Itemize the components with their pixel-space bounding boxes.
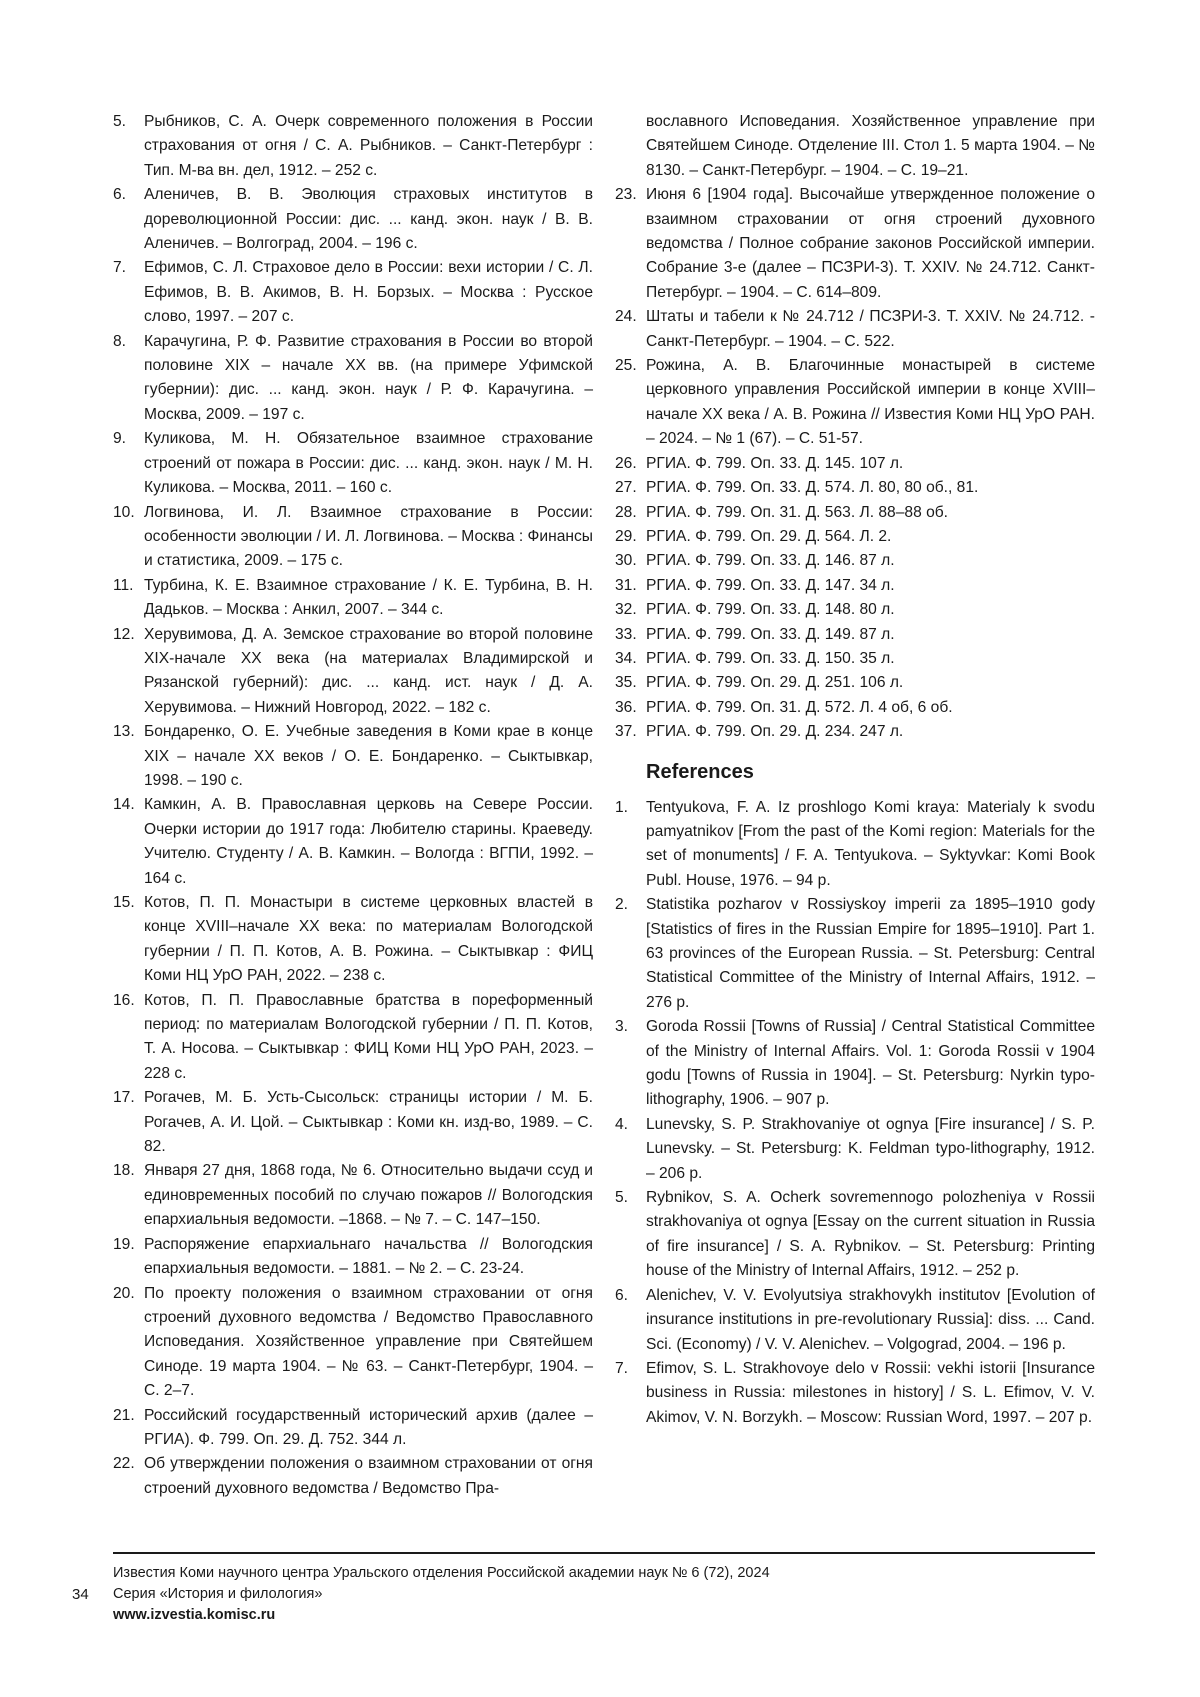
reference-text: Рожина, А. В. Благочинные монастырей в системе церковного управления Российской империи в конце XVIII–начале XX века / А. В. Рожина // Известия Коми НЦ УрО РАН. – 2024. – № 1 (67). – С. 51-57.: [646, 357, 1095, 448]
reference-number: 11.: [113, 576, 134, 594]
left-column: [113, 110, 593, 1501]
russian-reference-list-continued: [615, 183, 1095, 744]
reference-number: 28.: [615, 503, 637, 521]
reference-item: [615, 574, 1095, 598]
reference-number: 37.: [615, 723, 637, 741]
footer-divider: [113, 1552, 1095, 1554]
reference-item: [615, 305, 1095, 354]
reference-item: [615, 476, 1095, 500]
reference-text: Рыбников, С. А. Очерк современного положения в России страхования от огня / С. А. Рыбников. – Санкт-Петербург : Тип. М-ва вн. дел, 1912. – 252 с.: [144, 113, 593, 179]
reference-text: РГИА. Ф. 799. Оп. 31. Д. 563. Л. 88–88 об.: [646, 503, 949, 521]
reference-text: РГИА. Ф. 799. Оп. 33. Д. 150. 35 л.: [646, 649, 895, 667]
reference-number: 14.: [113, 796, 135, 814]
page-number: 34: [72, 1586, 89, 1603]
reference-number: 17.: [113, 1089, 135, 1107]
reference-item: [615, 501, 1095, 525]
reference-text: Об утверждении положения о взаимном страховании от огня строений духовного ведомства / Ведомство Пра-: [144, 1455, 593, 1497]
reference-item: [615, 598, 1095, 622]
reference-item: [113, 989, 593, 1087]
reference-number: 12.: [113, 625, 135, 643]
reference-text: РГИА. Ф. 799. Оп. 33. Д. 574. Л. 80, 80 об., 81.: [646, 479, 979, 497]
reference-item: [113, 501, 593, 574]
reference-text: РГИА. Ф. 799. Оп. 33. Д. 145. 107 л.: [646, 454, 904, 472]
reference-item: [113, 574, 593, 623]
reference-number: 24.: [615, 308, 637, 326]
reference-text: Распоряжение епархиальнаго начальства // Вологодския епархиальныя ведомости. – 1881. – № 2. – С. 23-24.: [144, 1235, 593, 1278]
reference-text: Бондаренко, О. Е. Учебные заведения в Коми крае в конце XIX – начале XX веков / О. Е. Бондаренко. – Сыктывкар, 1998. – 190 с.: [144, 723, 593, 789]
reference-item: [113, 183, 593, 256]
reference-item: [615, 525, 1095, 549]
reference-number: 35.: [615, 674, 637, 692]
reference-item: [615, 647, 1095, 671]
reference-text: Херувимова, Д. А. Земское страхование во второй половине XIX-начале XX века (на материалах Владимирской и Рязанской губерний): дис. ... канд. ист. наук / Д. А. Херувимова. – Нижний Новгород, 2022. – 182 с.: [144, 625, 593, 716]
reference-item: [113, 330, 593, 428]
reference-text: Карачугина, Р. Ф. Развитие страхования в России во второй половине XIX – начале XX вв. (на примере Уфимской губернии): дис. ... канд. экон. наук / Р. Ф. Карачугина. – Москва, 2009. – 197 с.: [144, 332, 593, 423]
reference-number: 31.: [615, 576, 637, 594]
reference-number: 15.: [113, 894, 135, 911]
reference-number: 1.: [615, 798, 629, 816]
russian-reference-list: [113, 110, 593, 1501]
reference-number: 8.: [113, 332, 127, 350]
reference-number: 18.: [113, 1162, 135, 1180]
reference-number: 25.: [615, 357, 637, 375]
reference-text: РГИА. Ф. 799. Оп. 29. Д. 234. 247 л.: [646, 723, 904, 741]
reference-item: [615, 720, 1095, 744]
reference-item: [615, 796, 1095, 894]
reference-item: [113, 1159, 593, 1232]
reference-number: 22.: [113, 1455, 135, 1473]
reference-item: [113, 256, 593, 329]
reference-text: РГИА. Ф. 799. Оп. 31. Д. 572. Л. 4 об, 6 об.: [646, 698, 953, 716]
reference-text: Куликова, М. Н. Обязательное взаимное страхование строений от пожара в России: дис. ... канд. экон. наук / М. Н. Куликова. – Москва, 2011. – 160 с.: [144, 430, 593, 497]
journal-title: Известия Коми научного центра Уральского отделения Российской академии наук № 6 (72), 2024: [113, 1565, 770, 1581]
reference-number: 21.: [113, 1406, 135, 1424]
reference-number: 7.: [113, 259, 127, 277]
reference-number: 10.: [113, 503, 135, 521]
reference-item: [615, 1186, 1095, 1284]
reference-text: Котов, П. П. Православные братства в пореформенный период: по материалам Вологодской губернии / П. П. Котов, Т. А. Носова. – Сыктывкар : ФИЦ Коми НЦ УрО РАН, 2023. – 228 с.: [144, 991, 593, 1082]
english-reference-list: [615, 796, 1095, 1431]
reference-number: 19.: [113, 1235, 135, 1253]
reference-number: 30.: [615, 552, 637, 570]
reference-item: [615, 893, 1095, 1015]
journal-series: Серия «История и филология»: [113, 1586, 323, 1602]
reference-item: [615, 696, 1095, 720]
reference-number: 36.: [615, 698, 637, 716]
reference-text: РГИА. Ф. 799. Оп. 33. Д. 146. 87 л.: [646, 552, 895, 570]
reference-number: 16.: [113, 991, 135, 1009]
reference-item: [113, 427, 593, 500]
reference-text: Lunevsky, S. P. Strakhovaniye ot ognya [Fire insurance] / S. P. Lunevsky. – St. Petersburg: K. Feldman typo-lithography, 1912. – 206 p.: [646, 1115, 1095, 1182]
reference-item: [113, 1086, 593, 1159]
reference-text: Штаты и табели к № 24.712 / ПСЗРИ-3. Т. XXIV. № 24.712. - Санкт-Петербург. – 1904. – С. 522.: [646, 308, 1095, 350]
reference-number: 23.: [615, 186, 637, 204]
reference-number: 9.: [113, 430, 127, 448]
reference-item: [113, 1452, 593, 1501]
reference-item: [615, 1113, 1095, 1186]
reference-text: Рогачев, М. Б. Усть-Сысольск: страницы истории / М. Б. Рогачев, А. И. Цой. – Сыктывкар : Коми кн. изд-во, 1989. – С. 82.: [144, 1089, 593, 1156]
reference-text: Alenichev, V. V. Evolyutsiya strakhovykh institutov [Evolution of insurance institutions in pre-revolutionary Russia]: diss. ... Cand. Sci. (Economy) / V. V. Alenichev. – Volgograd, 2004. – 196 p.: [646, 1286, 1095, 1353]
reference-text: Логвинова, И. Л. Взаимное страхование в России: особенности эволюции / И. Л. Логвинова. – Москва : Финансы и статистика, 2009. – 175 с.: [144, 503, 593, 570]
reference-item: [113, 793, 593, 891]
reference-number: 7.: [615, 1359, 629, 1377]
reference-22-continuation: вославного Исповедания. Хозяйственное управление при Святейшем Синоде. Отделение III. Стол 1. 5 марта 1904. – № 8130. – Санкт-Петербург. – 1904. – С. 19–21.: [646, 113, 1095, 179]
reference-text: Аленичев, В. В. Эволюция страховых институтов в дореволюционной России: дис. ... канд. экон. наук / В. В. Аленичев. – Волгоград, 2004. – 196 с.: [144, 186, 593, 253]
reference-text: Камкин, А. В. Православная церковь на Севере России. Очерки истории до 1917 года: Любителю старины. Краеведу. Учителю. Студенту / А. В. Камкин. – Вологда : ВГПИ, 1992. – 164 с.: [144, 796, 593, 887]
reference-item: [615, 183, 1095, 305]
reference-text: Goroda Rossii [Towns of Russia] / Central Statistical Committee of the Ministry of Internal Affairs. Vol. 1: Goroda Rossii v 1904 godu [Towns of Russia in 1904]. – St. Petersburg: Nyrkin typo-lithography, 1906. – 907 p.: [646, 1018, 1095, 1109]
reference-text: РГИА. Ф. 799. Оп. 33. Д. 147. 34 л.: [646, 576, 895, 594]
reference-text: РГИА. Ф. 799. Оп. 29. Д. 251. 106 л.: [646, 674, 904, 692]
footer: [113, 1563, 770, 1626]
reference-number: 13.: [113, 723, 135, 741]
reference-text: Tentyukova, F. A. Iz proshlogo Komi kraya: Materialy k svodu pamyatnikov [From the past of the Komi region: Materials for the set of monuments] / F. A. Tentyukova. – Syktyvkar: Komi Book Publ. House, 1976. – 94 p.: [646, 798, 1095, 889]
reference-item: [615, 452, 1095, 476]
reference-text: По проекту положения о взаимном страховании от огня строений духовного ведомства / Ведомство Православного Исповедания. Хозяйственное управление при Святейшем Синоде. 19 марта 1904. – № 63. – Санкт-Петербург, 1904. – С. 2–7.: [144, 1284, 593, 1400]
reference-number: 5.: [113, 113, 127, 130]
reference-number: 29.: [615, 527, 637, 545]
reference-number: 33.: [615, 625, 637, 643]
reference-item: [615, 354, 1095, 452]
reference-text: Июня 6 [1904 года]. Высочайше утвержденное положение о взаимном страховании от огня строений духовного ведомства / Полное собрание законов Российской империи. Собрание 3-е (далее – ПСЗРИ-3). Т. XXIV. № 24.712. Санкт-Петербург. – 1904. – С. 614–809.: [646, 186, 1095, 301]
reference-item: [615, 549, 1095, 573]
reference-item: [113, 720, 593, 793]
reference-number: 6.: [615, 1286, 629, 1304]
journal-url[interactable]: www.izvestia.komisc.ru: [113, 1607, 276, 1623]
reference-number: 26.: [615, 454, 637, 472]
reference-item: [113, 1282, 593, 1404]
reference-item: [615, 1357, 1095, 1430]
reference-text: Statistika pozharov v Rossiyskoy imperii za 1895–1910 gody [Statistics of fires in the Russian Empire for 1895–1910]. Part 1. 63 provinces of the European Russia. – St. Petersburg: Central Statistical Committee of the Ministry of Internal Affairs, 1912. – 276 p.: [646, 896, 1095, 1011]
reference-text: РГИА. Ф. 799. Оп. 33. Д. 148. 80 л.: [646, 601, 895, 619]
reference-number: 34.: [615, 649, 637, 667]
reference-item: [113, 1404, 593, 1453]
reference-text: РГИА. Ф. 799. Оп. 29. Д. 564. Л. 2.: [646, 527, 892, 545]
reference-number: 20.: [113, 1284, 135, 1302]
references-heading: References: [646, 760, 754, 783]
reference-number: 2.: [615, 896, 629, 914]
reference-item: [615, 1015, 1095, 1113]
reference-text: Российский государственный исторический архив (далее – РГИА). Ф. 799. Оп. 29. Д. 752. 344 л.: [144, 1406, 593, 1448]
reference-text: Котов, П. П. Монастыри в системе церковных властей в конце XVIII–начале XX века: по материалам Вологодской губернии / П. П. Котов, А. В. Рожина. – Сыктывкар : ФИЦ Коми НЦ УрО РАН, 2022. – 238 с.: [144, 894, 593, 985]
reference-item: [615, 671, 1095, 695]
reference-text: Турбина, К. Е. Взаимное страхование / К. Е. Турбина, В. Н. Дадьков. – Москва : Анкил, 2007. – 344 с.: [144, 576, 593, 619]
reference-text: Января 27 дня, 1868 года, № 6. Относительно выдачи ссуд и единовременных пособий по случаю пожаров // Вологодския епархиальныя ведомости. –1868. – № 7. – С. 147–150.: [144, 1162, 593, 1229]
reference-text: Ефимов, С. Л. Страховое дело в России: вехи истории / С. Л. Ефимов, В. В. Акимов, В. Н. Борзых. – Москва : Русское слово, 1997. – 207 с.: [144, 259, 593, 326]
reference-text: РГИА. Ф. 799. Оп. 33. Д. 149. 87 л.: [646, 625, 895, 643]
reference-item: [615, 1284, 1095, 1357]
reference-text: Rybnikov, S. A. Ocherk sovremennogo polozheniya v Rossii strakhovaniya ot ognya [Essay on the current situation in Russia of fire insurance] / S. A. Rybnikov. – St. Petersburg: Printing house of the Ministry of Internal Affairs, 1912. – 252 p.: [646, 1189, 1095, 1280]
reference-text: Efimov, S. L. Strakhovoye delo v Rossii: vekhi istorii [Insurance business in Russia: milestones in history] / S. L. Efimov, V. V. Akimov, V. N. Borzykh. – Moscow: Russian Word, 1997. – 207 p.: [646, 1359, 1095, 1426]
reference-item: [113, 891, 593, 989]
reference-number: 6.: [113, 186, 127, 204]
reference-item: [113, 1233, 593, 1282]
reference-number: 5.: [615, 1189, 629, 1207]
right-column: [615, 110, 1095, 1430]
reference-item: [113, 110, 593, 183]
reference-number: 4.: [615, 1115, 629, 1133]
reference-number: 3.: [615, 1018, 629, 1036]
reference-number: 27.: [615, 479, 637, 497]
reference-number: 32.: [615, 601, 637, 619]
reference-item: [615, 623, 1095, 647]
reference-item: [113, 623, 593, 721]
